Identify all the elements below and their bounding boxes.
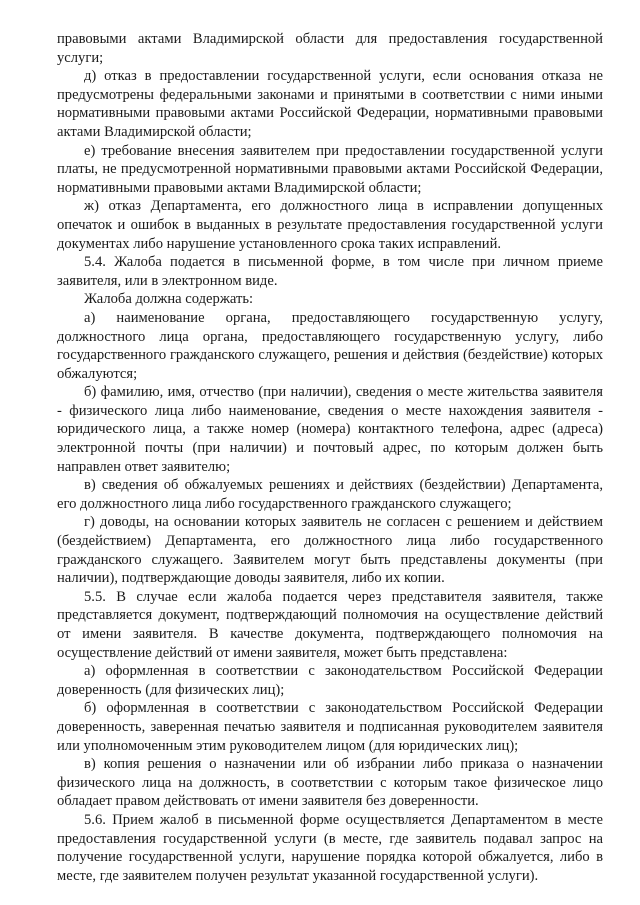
paragraph-item-a: а) наименование органа, предоставляющего государственную услугу, должностного лица органа, предоставляющего государственную услугу, либо государственного гражданского служащего, решения и действия (бездействие) которых обжалуются; <box>57 309 603 382</box>
paragraph-item-v: в) сведения об обжалуемых решениях и действиях (бездействии) Департамента, его должностного лица либо государственного гражданского служащего; <box>57 477 603 512</box>
paragraph-item-e: е) требование внесения заявителем при предоставлении государственной услуги платы, не предусмотренной нормативными правовыми актами Российской Федерации, нормативными правовыми актами Владимирской области; <box>57 142 603 196</box>
paragraph-complaint-contents: Жалоба должна содержать: <box>84 291 254 308</box>
paragraph-item-d: д) отказ в предоставлении государственной услуги, если основания отказа не предусмотрены федеральными законами и принятыми в соответствии с ними иными нормативными правовыми актами Российской Федерации, нормативными правовыми актами Владимирской области; <box>57 68 603 140</box>
paragraph-5-5-item-a: а) оформленная в соответствии с законодательством Российской Федерации доверенность (для физических лиц); <box>57 663 603 698</box>
paragraph-5-5-item-b: б) оформленная в соответствии с законодательством Российской Федерации доверенность, заверенная печатью заявителя и подписанная руководителем заявителя или уполномоченным этим руководителем лицом (для юридических лиц); <box>57 700 603 754</box>
paragraph-5-5-item-v: в) копия решения о назначении или об избрании либо приказа о назначении физического лица на должность, в соответствии с которым такое физическое лицо обладает правом действовать от имени заявителя без доверенности. <box>57 756 603 810</box>
document-page <box>57 30 603 885</box>
paragraph-item-b: б) фамилию, имя, отчество (при наличии), сведения о месте жительства заявителя - физического лица либо наименование, сведения о месте нахождения заявителя - юридического лица, а также номер (номера) контактного телефона, адрес (адреса) электронной почты (при наличии) и почтовый адрес, по которым должен быть направлен ответ заявителю; <box>57 384 603 475</box>
paragraph-5-4: 5.4. Жалоба подается в письменной форме, в том числе при личном приеме заявителя, или в электронном виде. <box>57 254 603 289</box>
paragraph-item-zh: ж) отказ Департамента, его должностного лица в исправлении допущенных опечаток и ошибок в выданных в результате предоставления государственной услуги документах либо нарушение установленного срока таких исправлений. <box>57 198 603 252</box>
paragraph-item-g: г) доводы, на основании которых заявитель не согласен с решением и действием (бездействием) Департамента, его должностного лица либо государственного гражданского служащего. Заявителем могут быть представлены документы (при наличии), подтверждающие доводы заявителя, либо их копии. <box>57 514 603 587</box>
paragraph-continuation: правовыми актами Владимирской области для предоставления государственной услуги; <box>57 31 603 66</box>
paragraph-5-6: 5.6. Прием жалоб в письменной форме осуществляется Департаментом в месте предоставления государственной услуги (в месте, где заявитель подавал запрос на получение государственной услуги, нарушение порядка которой обжалуется, либо в месте, где заявителем получен результат указанной государственной услуги). <box>57 811 603 884</box>
paragraph-5-5: 5.5. В случае если жалоба подается через представителя заявителя, также представляется документ, подтверждающий полномочия на осуществление действий от имени заявителя. В качестве документа, подтверждающего полномочия на осуществление действий от имени заявителя, может быть представлена: <box>57 588 603 661</box>
